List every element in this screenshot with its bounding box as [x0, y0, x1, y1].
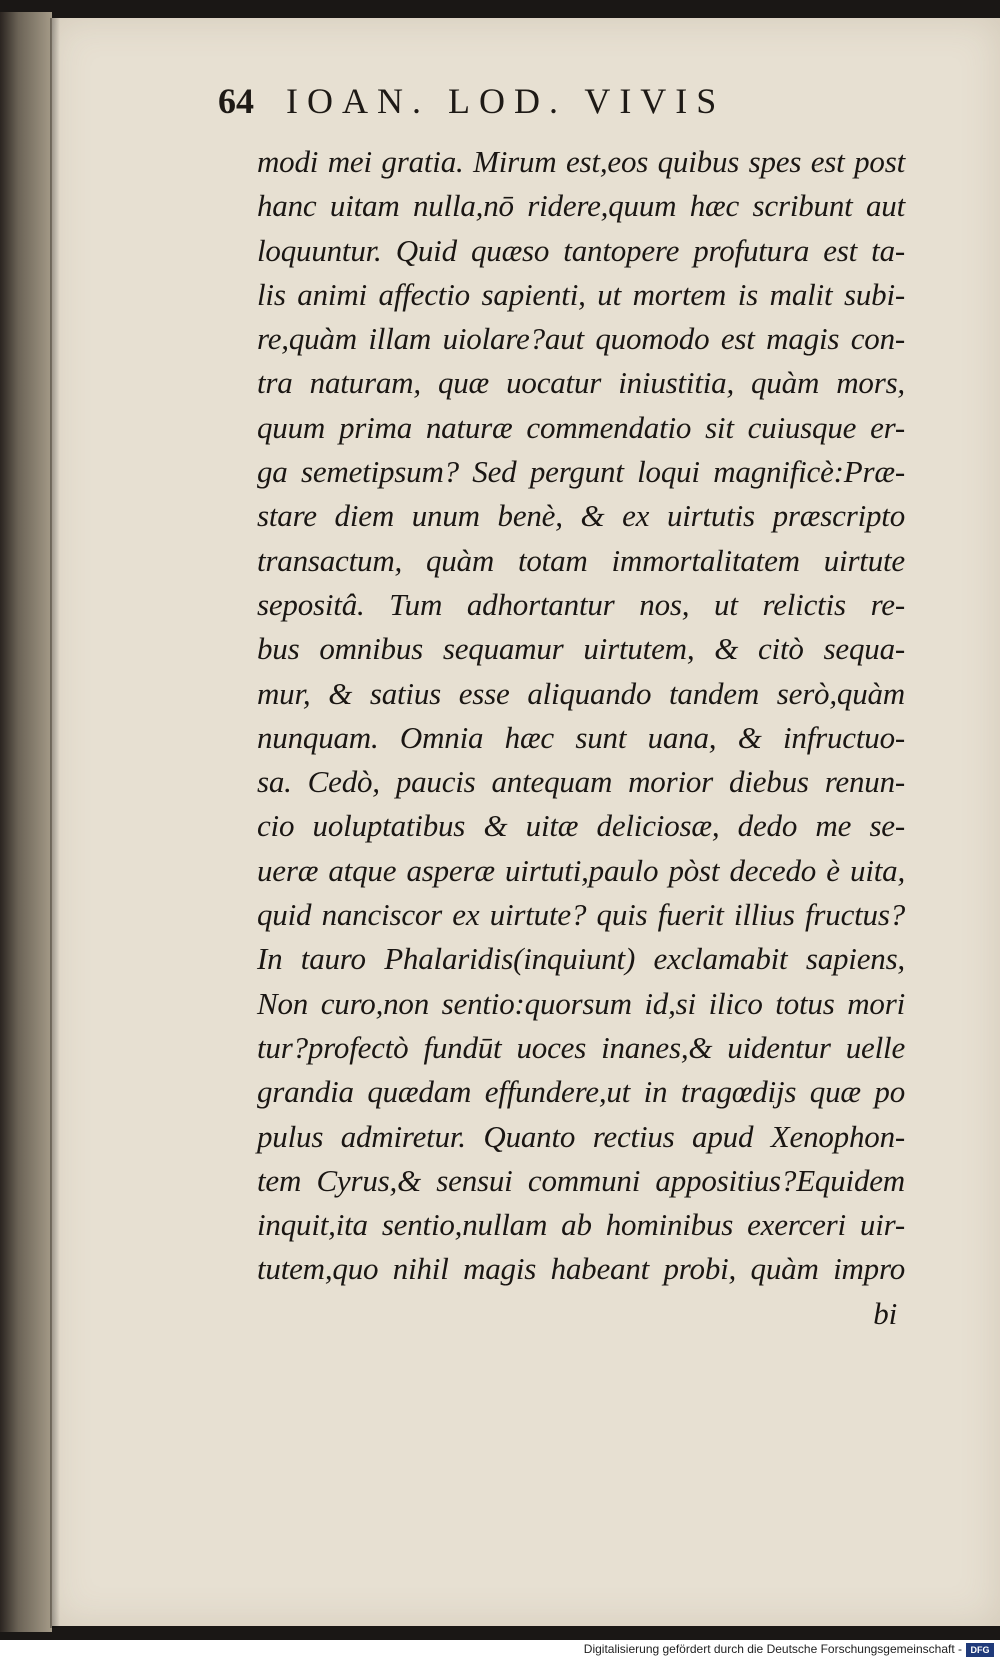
text-line: ga semetipsum? Sed pergunt loqui magnificè:Præ- — [257, 454, 905, 490]
running-head: IOAN. LOD. VIVIS — [286, 81, 726, 121]
text-line: Non curo,non sentio:quorsum id,si ilico totus mori — [257, 985, 905, 1021]
text-line: inquit,ita sentio,nullam ab hominibus exerceri uir- — [257, 1207, 905, 1243]
catchword: bi — [873, 1295, 897, 1331]
text-line: loquuntur. Quid quæso tantopere profutura est ta- — [257, 232, 905, 268]
text-line: sa. Cedò, paucis antequam morior diebus renun- — [257, 764, 905, 800]
page-gutter-shadow — [50, 18, 60, 1628]
text-line: tutem,quo nihil magis habeant probi, quàm impro — [257, 1251, 905, 1287]
text-line: hanc uitam nulla,nō ridere,quum hæc scribunt aut — [257, 188, 905, 224]
text-line: transactum, quàm totam immortalitatem uirtute — [257, 542, 905, 578]
body-text — [257, 140, 905, 1336]
text-line: nunquam. Omnia hæc sunt uana, & infructuo- — [257, 719, 905, 755]
text-line: quum prima naturæ commendatio sit cuiusque er- — [257, 409, 905, 445]
text-line: tra naturam, quæ uocatur iniustitia, quàm mors, — [257, 365, 905, 401]
text-line: mur, & satius esse aliquando tandem serò,quàm — [257, 675, 905, 711]
text-line: stare diem unum benè, & ex uirtutis præscripto — [257, 498, 905, 534]
text-line: re,quàm illam uiolare?aut quomodo est magis con- — [257, 321, 905, 357]
text-line: modi mei gratia. Mirum est,eos quibus spes est post — [257, 144, 905, 179]
text-line: quid nanciscor ex uirtute? quis fuerit illius fructus? — [257, 897, 905, 933]
text-line: tur?profectò fundūt uoces inanes,& uidentur uelle — [257, 1029, 905, 1065]
text-line: sepositâ. Tum adhortantur nos, ut relictis re- — [257, 586, 905, 622]
text-line: bus omnibus sequamur uirtutem, & citò sequa- — [257, 631, 905, 667]
page-header — [218, 80, 878, 140]
text-line: grandia quædam effundere,ut in tragœdijs quæ po — [257, 1074, 905, 1110]
text-line: tem Cyrus,& sensui communi appositius?Equidem — [257, 1162, 905, 1198]
text-line: lis animi affectio sapienti, ut mortem is malit subi- — [257, 276, 905, 312]
book-spine-edge — [0, 12, 52, 1632]
text-line: ueræ atque asperæ uirtuti,paulo pòst decedo è uita, — [257, 852, 905, 888]
funding-credit: Digitalisierung gefördert durch die Deutsche Forschungsgemeinschaft - — [583, 1642, 962, 1656]
text-line: In tauro Phalaridis(inquiunt) exclamabit sapiens, — [257, 941, 905, 977]
page-number: 64 — [218, 81, 254, 121]
dfg-logo-icon: DFG — [966, 1643, 994, 1657]
text-line: pulus admiretur. Quanto rectius apud Xenophon- — [257, 1118, 905, 1154]
text-line: cio uoluptatibus & uitæ deliciosæ, dedo me se- — [257, 808, 905, 844]
